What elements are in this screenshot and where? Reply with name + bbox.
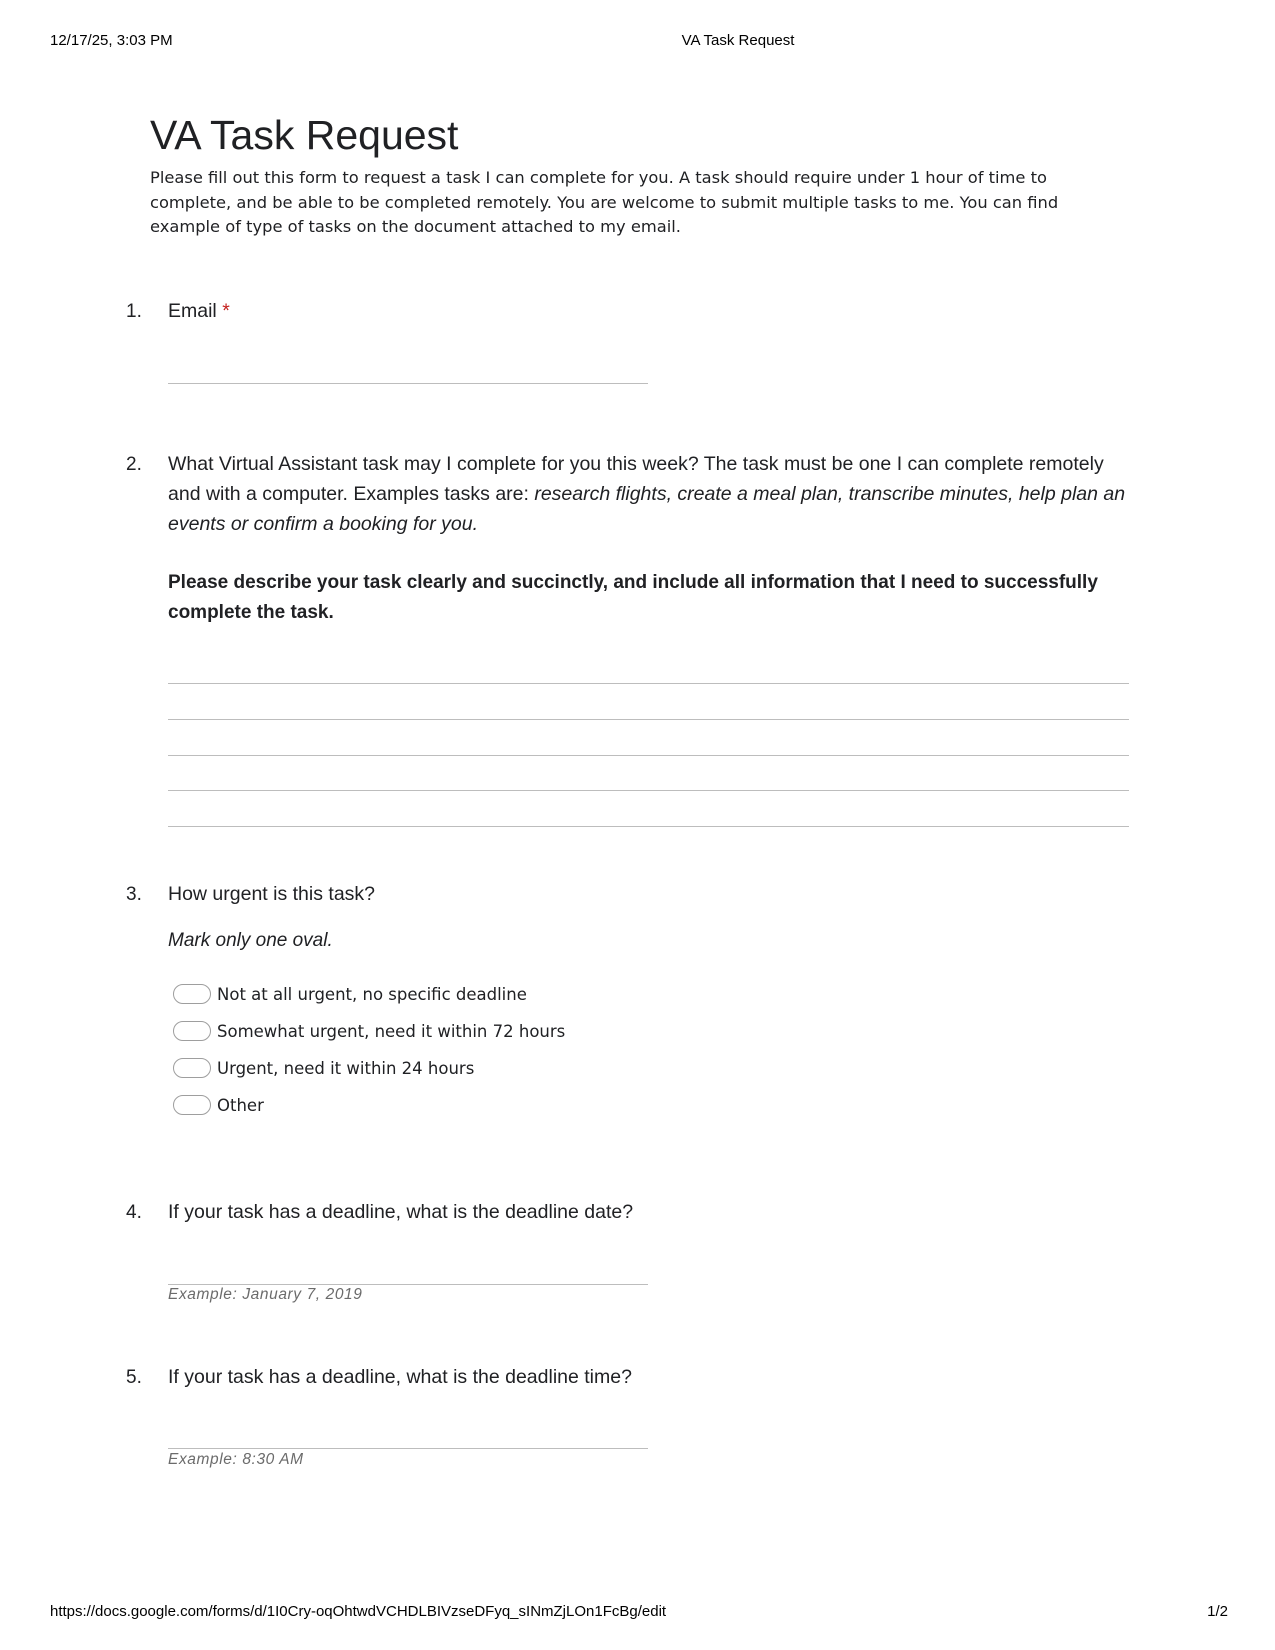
radio-option[interactable] (173, 1019, 565, 1043)
question-number: 2. (126, 454, 142, 475)
question-examples: research flights, create a meal plan, transcribe minutes, help plan an events or confirm a booking for you. (168, 483, 1126, 535)
radio-oval-icon[interactable] (173, 1058, 211, 1078)
date-input-line[interactable] (168, 1284, 648, 1285)
question-number: 5. (126, 1367, 142, 1388)
radio-oval-icon[interactable] (173, 1095, 211, 1115)
task-answer-line[interactable] (168, 826, 1129, 827)
task-answer-line[interactable] (168, 719, 1129, 720)
question-text: Email (168, 300, 217, 322)
task-answer-line[interactable] (168, 683, 1129, 684)
radio-option[interactable] (173, 1093, 264, 1117)
option-label: Not at all urgent, no specific deadline (217, 984, 527, 1004)
question-instructions: Please describe your task clearly and succinctly, and include all information that I need to successfully complete the task. (168, 572, 1098, 623)
question-task-text (168, 449, 1128, 539)
print-url: https://docs.google.com/forms/d/1I0Cry-oqOhtwdVCHDLBIVzseDFyq_sINmZjLOn1FcBg/edit (50, 1603, 667, 1620)
question-text: If your task has a deadline, what is the deadline time? (168, 1366, 632, 1388)
print-datetime: 12/17/25, 3:03 PM (50, 32, 173, 49)
radio-option[interactable] (173, 1056, 474, 1080)
question-number: 4. (126, 1202, 142, 1223)
form-title: VA Task Request (150, 112, 459, 158)
option-label: Somewhat urgent, need it within 72 hours (217, 1021, 566, 1041)
option-label: Other (217, 1095, 264, 1115)
question-number: 3. (126, 884, 142, 905)
date-example-hint: Example: January 7, 2019 (168, 1286, 363, 1303)
form-description: Please fill out this form to request a task I can complete for you. A task should require under 1 hour of time to complete, and be able to be completed remotely. You are welcome to submit multiple tasks to me. You can find example of type of tasks on the document attached to my email. (150, 168, 1059, 236)
question-text: If your task has a deadline, what is the deadline date? (168, 1201, 634, 1223)
question-number: 1. (126, 301, 142, 322)
task-answer-line[interactable] (168, 790, 1129, 791)
required-mark: * (222, 300, 230, 322)
time-input-line[interactable] (168, 1448, 648, 1449)
radio-option[interactable] (173, 982, 527, 1006)
question-text: How urgent is this task? (168, 883, 376, 905)
page-number: 1/2 (1207, 1603, 1228, 1620)
option-label: Urgent, need it within 24 hours (217, 1058, 475, 1078)
question-email-label (168, 300, 230, 323)
radio-oval-icon[interactable] (173, 1021, 211, 1041)
task-answer-line[interactable] (168, 755, 1129, 756)
email-input-line[interactable] (168, 383, 648, 384)
question-instruction: Mark only one oval. (168, 930, 333, 951)
question-text: What Virtual Assistant task may I complete for you this week? The task must be one I can complete remotely and with a computer. Examples tasks are: (168, 453, 1104, 505)
radio-oval-icon[interactable] (173, 984, 211, 1004)
time-example-hint: Example: 8:30 AM (168, 1451, 304, 1468)
print-title: VA Task Request (681, 32, 795, 49)
